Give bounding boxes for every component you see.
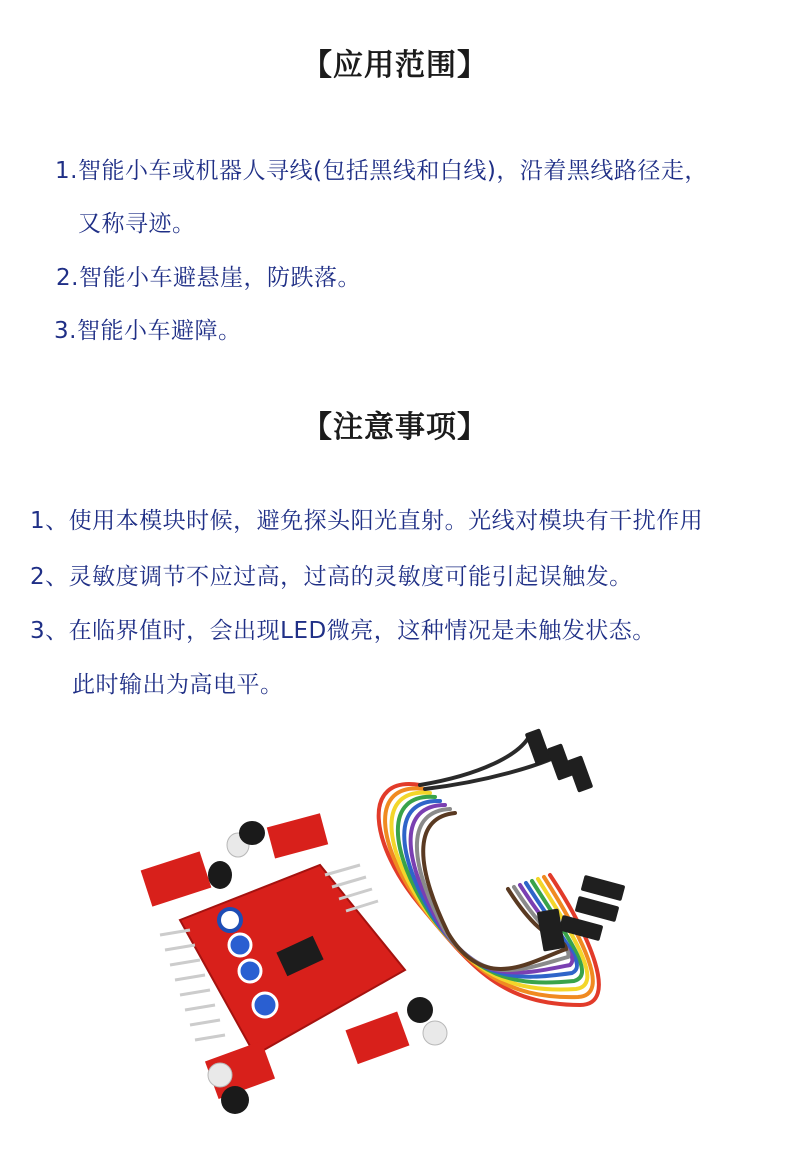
notes-heading: 【注意事项】 [302, 410, 488, 445]
scope-item-1: 1.智能小车或机器人寻线(包括黑线和白线)，沿着黑线路径走， [55, 158, 708, 184]
scope-item-1-cont: 又称寻迹。 [78, 211, 196, 237]
notes-item-3-cont: 此时输出为高电平。 [72, 672, 284, 698]
scope-item-2: 2.智能小车避悬崖，防跌落。 [56, 265, 361, 291]
scope-heading: 【应用范围】 [302, 48, 488, 83]
notes-item-2: 2、灵敏度调节不应过高，过高的灵敏度可能引起误触发。 [30, 564, 633, 590]
scope-item-3: 3.智能小车避障。 [54, 318, 242, 344]
notes-item-3: 3、在临界值时，会出现LED微亮，这种情况是未触发状态。 [30, 618, 656, 644]
product-photo [120, 715, 680, 1155]
notes-item-1: 1、使用本模块时候，避免探头阳光直射。光线对模块有干扰作用 [30, 508, 704, 534]
